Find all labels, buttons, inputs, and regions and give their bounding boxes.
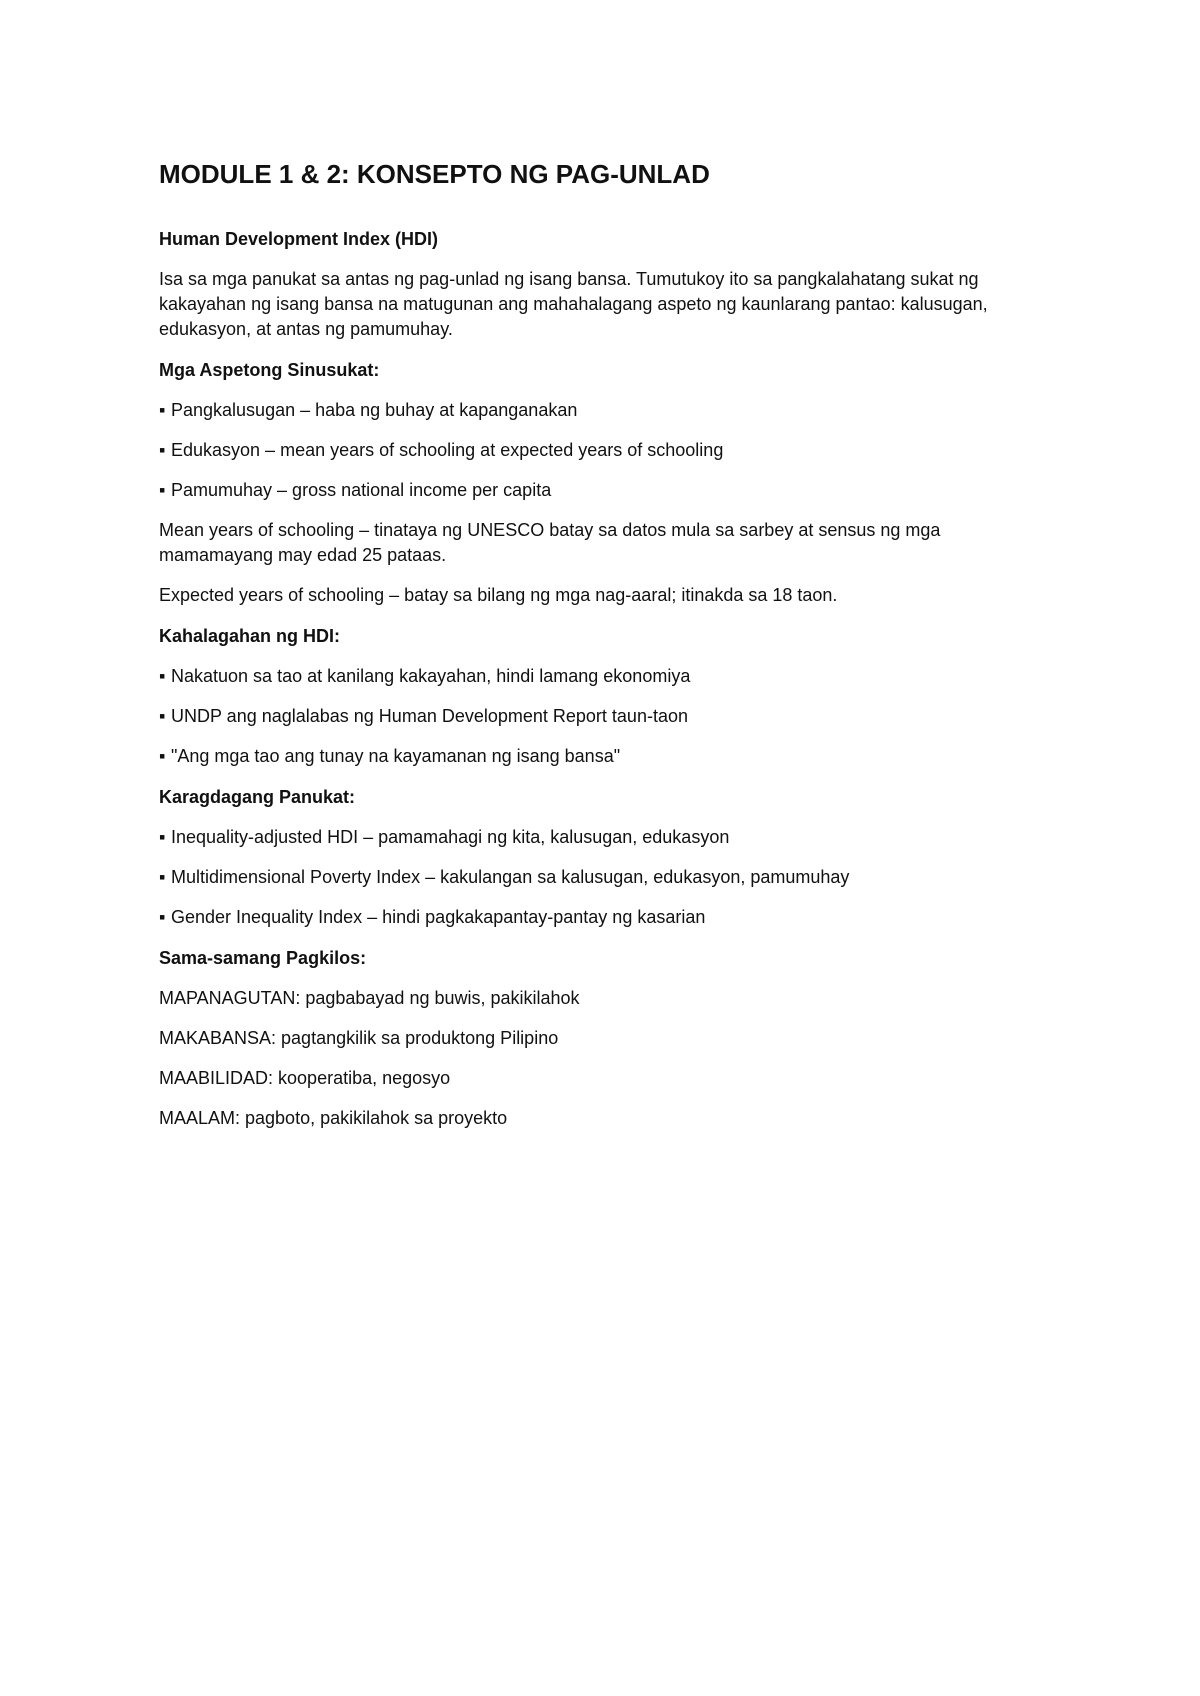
importance-heading: Kahalagahan ng HDI:	[159, 626, 341, 646]
mean-years-note: Mean years of schooling – tinataya ng UNESCO batay sa datos mula sa sarbey at sensus ng mga mamamayang may edad 25 pataas.	[159, 520, 941, 565]
aspects-list	[159, 398, 1059, 503]
list-item	[159, 704, 1059, 729]
list-item	[159, 905, 1059, 930]
bullet-icon: ▪	[159, 867, 166, 887]
list-item-text: Multidimensional Poverty Index – kakulangan sa kalusugan, edukasyon, pamumuhay	[171, 867, 850, 887]
hdi-heading: Human Development Index (HDI)	[159, 229, 439, 249]
list-item	[159, 664, 1059, 689]
list-item-text: "Ang mga tao ang tunay na kayamanan ng isang bansa"	[171, 746, 621, 766]
bullet-icon: ▪	[159, 440, 166, 460]
bullet-icon: ▪	[159, 666, 166, 686]
additional-list	[159, 825, 1059, 930]
hdi-description: Isa sa mga panukat sa antas ng pag-unlad ng isang bansa. Tumutukoy ito sa pangkalahatang sukat ng kakayahan ng isang bansa na matugunan ang mahahalagang aspeto ng kaunlarang pantao: kalusugan, edukasyon, at antas ng pamumuhay.	[159, 269, 988, 339]
importance-list	[159, 664, 1059, 769]
list-item-text: Pamumuhay – gross national income per capita	[171, 480, 552, 500]
expected-years-note: Expected years of schooling – batay sa bilang ng mga nag-aaral; itinakda sa 18 taon.	[159, 585, 838, 605]
list-item	[159, 825, 1059, 850]
collective-line: MAPANAGUTAN: pagbabayad ng buwis, pakikilahok	[159, 988, 580, 1008]
collective-heading: Sama-samang Pagkilos:	[159, 948, 367, 968]
bullet-icon: ▪	[159, 907, 166, 927]
collective-line: MAALAM: pagboto, pakikilahok sa proyekto	[159, 1108, 508, 1128]
collective-line: MAKABANSA: pagtangkilik sa produktong Pilipino	[159, 1028, 559, 1048]
list-item	[159, 865, 1059, 890]
list-item-text: UNDP ang naglalabas ng Human Development Report taun-taon	[171, 706, 688, 726]
list-item	[159, 744, 1059, 769]
additional-heading: Karagdagang Panukat:	[159, 787, 356, 807]
bullet-icon: ▪	[159, 827, 166, 847]
bullet-icon: ▪	[159, 480, 166, 500]
list-item-text: Pangkalusugan – haba ng buhay at kapanganakan	[171, 400, 578, 420]
list-item	[159, 398, 1059, 423]
list-item-text: Gender Inequality Index – hindi pagkakapantay-pantay ng kasarian	[171, 907, 706, 927]
list-item-text: Inequality-adjusted HDI – pamamahagi ng kita, kalusugan, edukasyon	[171, 827, 730, 847]
list-item-text: Nakatuon sa tao at kanilang kakayahan, hindi lamang ekonomiya	[171, 666, 691, 686]
bullet-icon: ▪	[159, 400, 166, 420]
document-body	[159, 226, 1059, 1146]
bullet-icon: ▪	[159, 746, 166, 766]
document-page	[159, 0, 1059, 1696]
bullet-icon: ▪	[159, 706, 166, 726]
aspects-heading: Mga Aspetong Sinusukat:	[159, 360, 380, 380]
list-item	[159, 438, 1059, 463]
collective-line: MAABILIDAD: kooperatiba, negosyo	[159, 1068, 451, 1088]
list-item	[159, 478, 1059, 503]
list-item-text: Edukasyon – mean years of schooling at expected years of schooling	[171, 440, 724, 460]
document-title: MODULE 1 & 2: KONSEPTO NG PAG-UNLAD	[159, 159, 710, 189]
